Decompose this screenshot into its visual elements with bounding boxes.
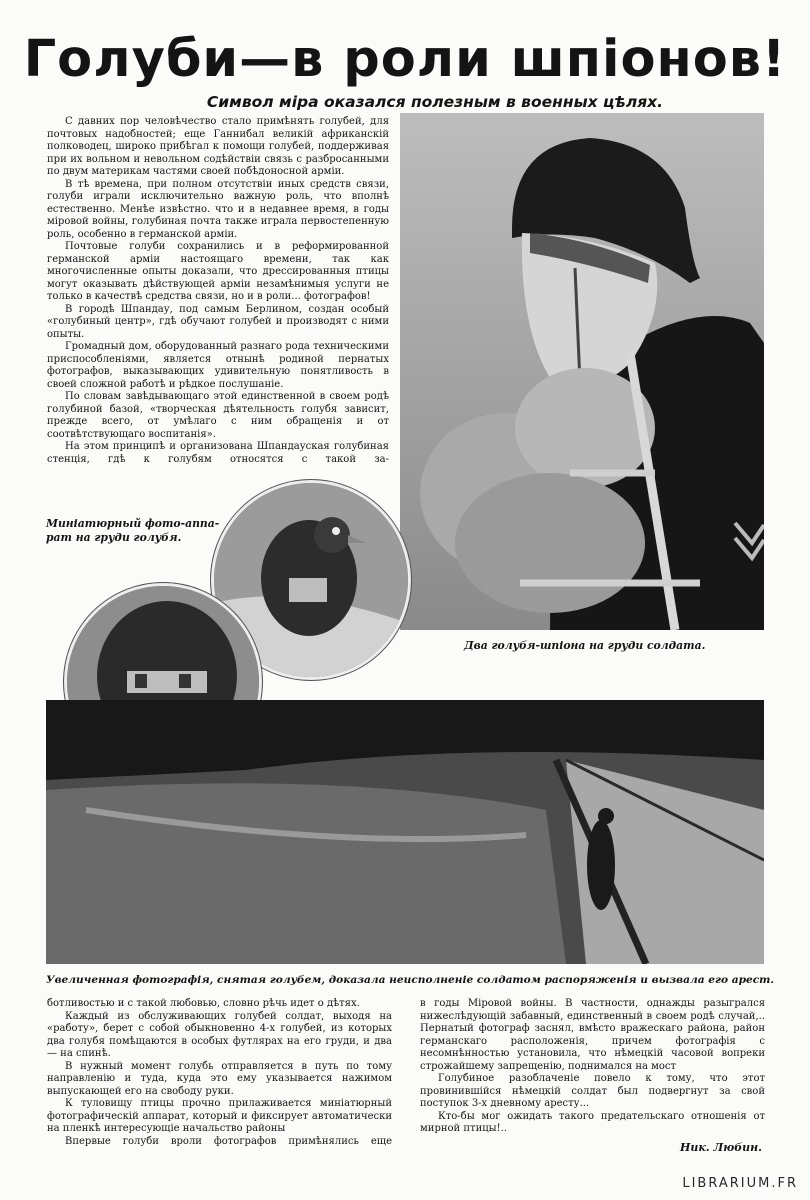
soldier-photo (400, 113, 764, 630)
paragraph: С давних пор человѣчество стало примѣнять голубей, для почтовых надобностей; еще Ганнибал великій африканскій полководец, широко прибѣгал к помощи голубей, поддерживая при их вольном и невольном содѣйствіи связь с разбросанными по двум материкам частями своей побѣдоносной арміи. (47, 116, 389, 177)
paragraph: К туловищу птицы прочно прилаживается миніатюрный фотографическій аппарат, который и фиксирует автоматически на пленкѣ интересующіе начальство районы (47, 1098, 392, 1134)
author-signature: Ник. Любин. (679, 1141, 762, 1154)
watermark: LIBRARIUM.FR (682, 1176, 798, 1191)
article-subtitle: Символ міра оказался полезным в военных цѣлях. (206, 93, 664, 111)
paragraph: Почтовые голуби сохранились и в реформированной германской арміи настоящаго времени, так как многочисленные опыты доказали, что дрессированныя птицы могут оказывать дѣйствующей арміи незамѣнимыя услуги не только в качествѣ средства связи, но и в роли... фотографов! (47, 241, 389, 302)
paragraph: В нужный момент голубь отправляется в путь по тому направленію и туда, куда это ему указывается нажимом выпускающей его на свободу руки. (47, 1060, 392, 1097)
intro-column (47, 116, 389, 466)
paragraph: Голубиное разоблаченіе повело к тому, что этот провинившійся нѣмецкій солдат был подвергнут за свой поступок 3-х дневному аресту... (420, 1073, 765, 1109)
paragraph: Кто-бы мог ожидать такого предательскаго отношенія от мирной птицы!.. (420, 1110, 765, 1134)
paragraph: ботливостью и с такой любовью, словно рѣчь идет о дѣтях. (47, 998, 360, 1009)
paragraph: в годы Міровой войны. В частности, однажды разыгрался нижеслѣдующій забавный, единственный в своем родѣ случай,.. Пернатый фотограф заснял, вмѣсто вражескаго района, район германскаго расположенія, причем фотографія с несомнѣнностью установила, что нѣмецкій часовой вопреки строжайшему запрещенію, поднимался на мост (420, 998, 765, 1072)
soldier-caption: Два голубя-шпіона на груди солдата. (464, 639, 706, 652)
bottom-left-column (47, 998, 392, 1148)
paragraph: На этом принципѣ и организована Шпандауская голубиная стенція, гдѣ к голубям относятся с такой за- (47, 441, 389, 465)
paragraph: По словам завѣдывающаго этой единственной в своем родѣ голубиной базой, «творческая дѣятельность голубя зависит, прежде всего, от умѣлаго с ним обращенія и от соотвѣтствующаго воспитанія». (47, 391, 389, 440)
paragraph: Каждый из обслуживающих голубей солдат, выходя на «работу», берет с собой обыкновенно 4-х голубей, из которых два голубя помѣщаются в особых футлярах на его груди, и два — на спинѣ. (47, 1010, 392, 1059)
paragraph: Впервые голуби вроли фотографов примѣнялись еще (65, 1135, 392, 1147)
bottom-right-column (420, 998, 765, 1136)
paragraph: В тѣ времена, при полном отсутствіи иных средств связи, голуби играли исключительно важную роль, что вполнѣ естественно. Менѣе извѣстно. что и в недавнее время, в годы міровой войны, голубиная почта также играла первостепенную роль, особенно в германской арміи. (47, 178, 389, 240)
paragraph: В городѣ Шпандау, под самым Берлином, создан особый «голубиный центр», гдѣ обучают голубей и производят с ними опыты. (47, 303, 389, 340)
aerial-photo (46, 700, 764, 964)
paragraph: Громадный дом, оборудованный разнаго рода техническими приспособленіями, является отнынѣ родиной пернатых фотографов, выказывающих удивительную понятливость в своей сложной работѣ и рѣдкое послушаніе. (47, 341, 389, 390)
aerial-caption: Увеличенная фотографія, снятая голубем, доказала неисполненіе солдатом распоряженія и вызвала его арест. (46, 974, 775, 986)
article-title: Голуби—в роли шпіонов! (23, 30, 787, 89)
camera-caption: Миніатюрный фото-аппа- рат на груди голубя. (46, 517, 220, 544)
